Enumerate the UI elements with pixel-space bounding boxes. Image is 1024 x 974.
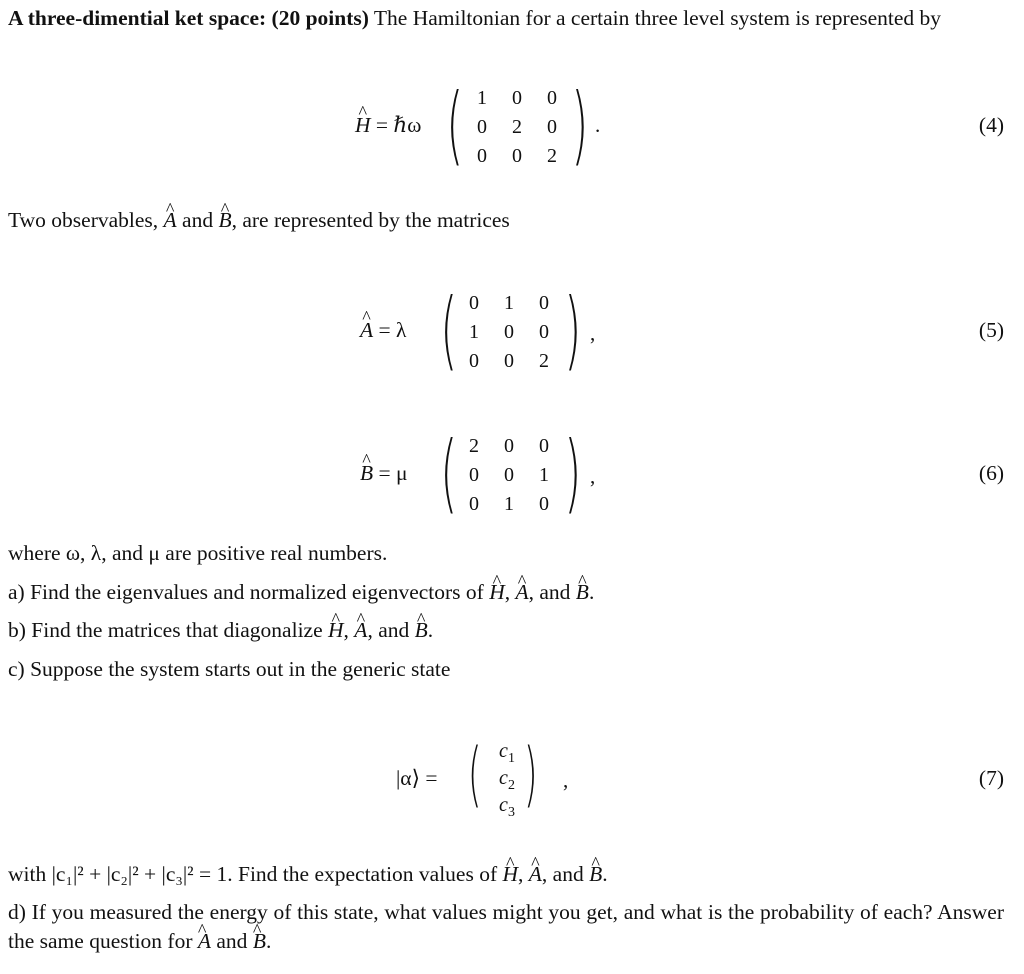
operator-a: ^ A (529, 860, 542, 889)
matrix-cell: 0 (539, 435, 549, 457)
equation-state (0, 735, 1024, 827)
matrix-right-paren: ) (564, 423, 582, 523)
operator-b: ^ B (360, 461, 373, 486)
matrix-cell: 1 (539, 464, 549, 486)
a-prefactor: = λ (373, 318, 407, 342)
matrix-cell: 0 (504, 350, 514, 372)
matrix-right-paren: ) (564, 280, 582, 380)
operator-h: ^ H (489, 578, 505, 607)
matrix-cell: 0 (539, 493, 549, 515)
vector-left-paren: ( (467, 733, 482, 815)
operator-a: ^ A (354, 616, 367, 645)
matrix-cell: 0 (504, 435, 514, 457)
part-b-text: b) Find the matrices that diagonalize (8, 618, 329, 642)
part-a-text: a) Find the eigenvalues and normalized eigenvectors of (8, 580, 490, 604)
equation-punctuation: . (595, 113, 601, 137)
equation-number: (7) (978, 766, 1004, 790)
problem-title: A three-dimential ket space: (20 points) (8, 6, 369, 30)
vector-cell-c1: $c_1$ (499, 740, 515, 766)
b-lhs (360, 461, 408, 486)
vector-cell-c3: $c_3$ (499, 794, 515, 820)
part-b-text: , and (367, 618, 415, 642)
intro-text: and (176, 208, 219, 232)
matrix-left-paren: ( (440, 280, 458, 380)
part-c: c) Suppose the system starts out in the generic state (8, 657, 451, 681)
matrix-cell: 0 (504, 464, 514, 486)
matrix-cell: 2 (469, 435, 479, 457)
operator-b: ^ B (576, 578, 589, 607)
with-text: with |c₁|² + |c₂|² + |c₃|² = 1. Find the expectation values of (8, 862, 503, 886)
matrix-cell: 0 (504, 321, 514, 343)
matrix-left-paren: ( (446, 75, 464, 175)
part-b (8, 616, 1004, 645)
vector-right-paren: ) (523, 733, 538, 815)
matrix-cell: 0 (547, 87, 557, 109)
operator-h: ^ H (355, 113, 371, 138)
equation-punctuation: , (590, 464, 596, 488)
matrix-cell: 0 (539, 321, 549, 343)
part-b-text: . (427, 618, 434, 642)
part-d-text: d) If you measured the energy of this state, what values might you get, and what is the probability of each? Answer the same question for (8, 900, 1004, 953)
hamiltonian-prefactor: = ℏω (370, 113, 422, 137)
matrix-cell: 1 (469, 321, 479, 343)
equation-number: (5) (978, 318, 1004, 342)
equation-hamiltonian (0, 75, 1024, 180)
state-lhs: |α⟩ = (396, 766, 438, 790)
matrix-cell: 2 (539, 350, 549, 372)
equation-a (0, 280, 1024, 385)
matrix-cell: 2 (547, 145, 557, 167)
where-line: where ω, λ, and μ are positive real numbers. (8, 541, 388, 565)
equation-number: (4) (978, 113, 1004, 137)
intro-text: , are represented by the matrices (231, 208, 510, 232)
operator-a: ^ A (515, 578, 528, 607)
part-d (8, 898, 1004, 956)
part-a-text: . (588, 580, 595, 604)
operator-a: ^ A (198, 927, 211, 956)
equation-b (0, 423, 1024, 528)
operator-a: ^ A (360, 318, 373, 343)
matrix-cell: 0 (477, 145, 487, 167)
part-a-text: , (504, 580, 516, 604)
equation-number: (6) (978, 461, 1004, 485)
intro-text: Two observables, (8, 208, 164, 232)
matrix-cell: 1 (504, 292, 514, 314)
matrix-cell: 0 (547, 116, 557, 138)
operator-b: ^ B (218, 206, 231, 235)
observables-intro (8, 206, 1004, 235)
matrix-cell: 0 (469, 350, 479, 372)
part-d-text: . (265, 929, 272, 953)
b-prefactor: = μ (373, 461, 408, 485)
matrix-cell: 0 (469, 464, 479, 486)
matrix-cell: 1 (477, 87, 487, 109)
with-text: , and (541, 862, 590, 886)
matrix-cell: 1 (504, 493, 514, 515)
part-d-text: and (211, 929, 253, 953)
equation-punctuation: , (563, 768, 569, 792)
problem-header (8, 4, 1004, 33)
with-text: , (518, 862, 529, 886)
operator-h: ^ H (503, 860, 519, 889)
operator-b: ^ B (253, 927, 266, 956)
equation-punctuation: , (590, 321, 596, 345)
hamiltonian-lhs (355, 113, 421, 138)
matrix-cell: 0 (469, 292, 479, 314)
matrix-right-paren: ) (571, 75, 589, 175)
part-a-text: , and (528, 580, 576, 604)
operator-h: ^ H (328, 616, 344, 645)
operator-a: ^ A (164, 206, 177, 235)
matrix-left-paren: ( (440, 423, 458, 523)
normalization-line (8, 860, 1004, 889)
with-text: . (602, 862, 608, 886)
matrix-cell: 2 (512, 116, 522, 138)
matrix-cell: 0 (469, 493, 479, 515)
problem-intro: The Hamiltonian for a certain three level system is represented by (368, 6, 942, 30)
part-a (8, 578, 1004, 607)
vector-cell-c2: $c_2$ (499, 767, 515, 793)
operator-b: ^ B (589, 860, 602, 889)
operator-b: ^ B (415, 616, 428, 645)
a-lhs (360, 318, 406, 343)
matrix-cell: 0 (512, 87, 522, 109)
matrix-cell: 0 (512, 145, 522, 167)
part-b-text: , (343, 618, 355, 642)
matrix-cell: 0 (477, 116, 487, 138)
matrix-cell: 0 (539, 292, 549, 314)
